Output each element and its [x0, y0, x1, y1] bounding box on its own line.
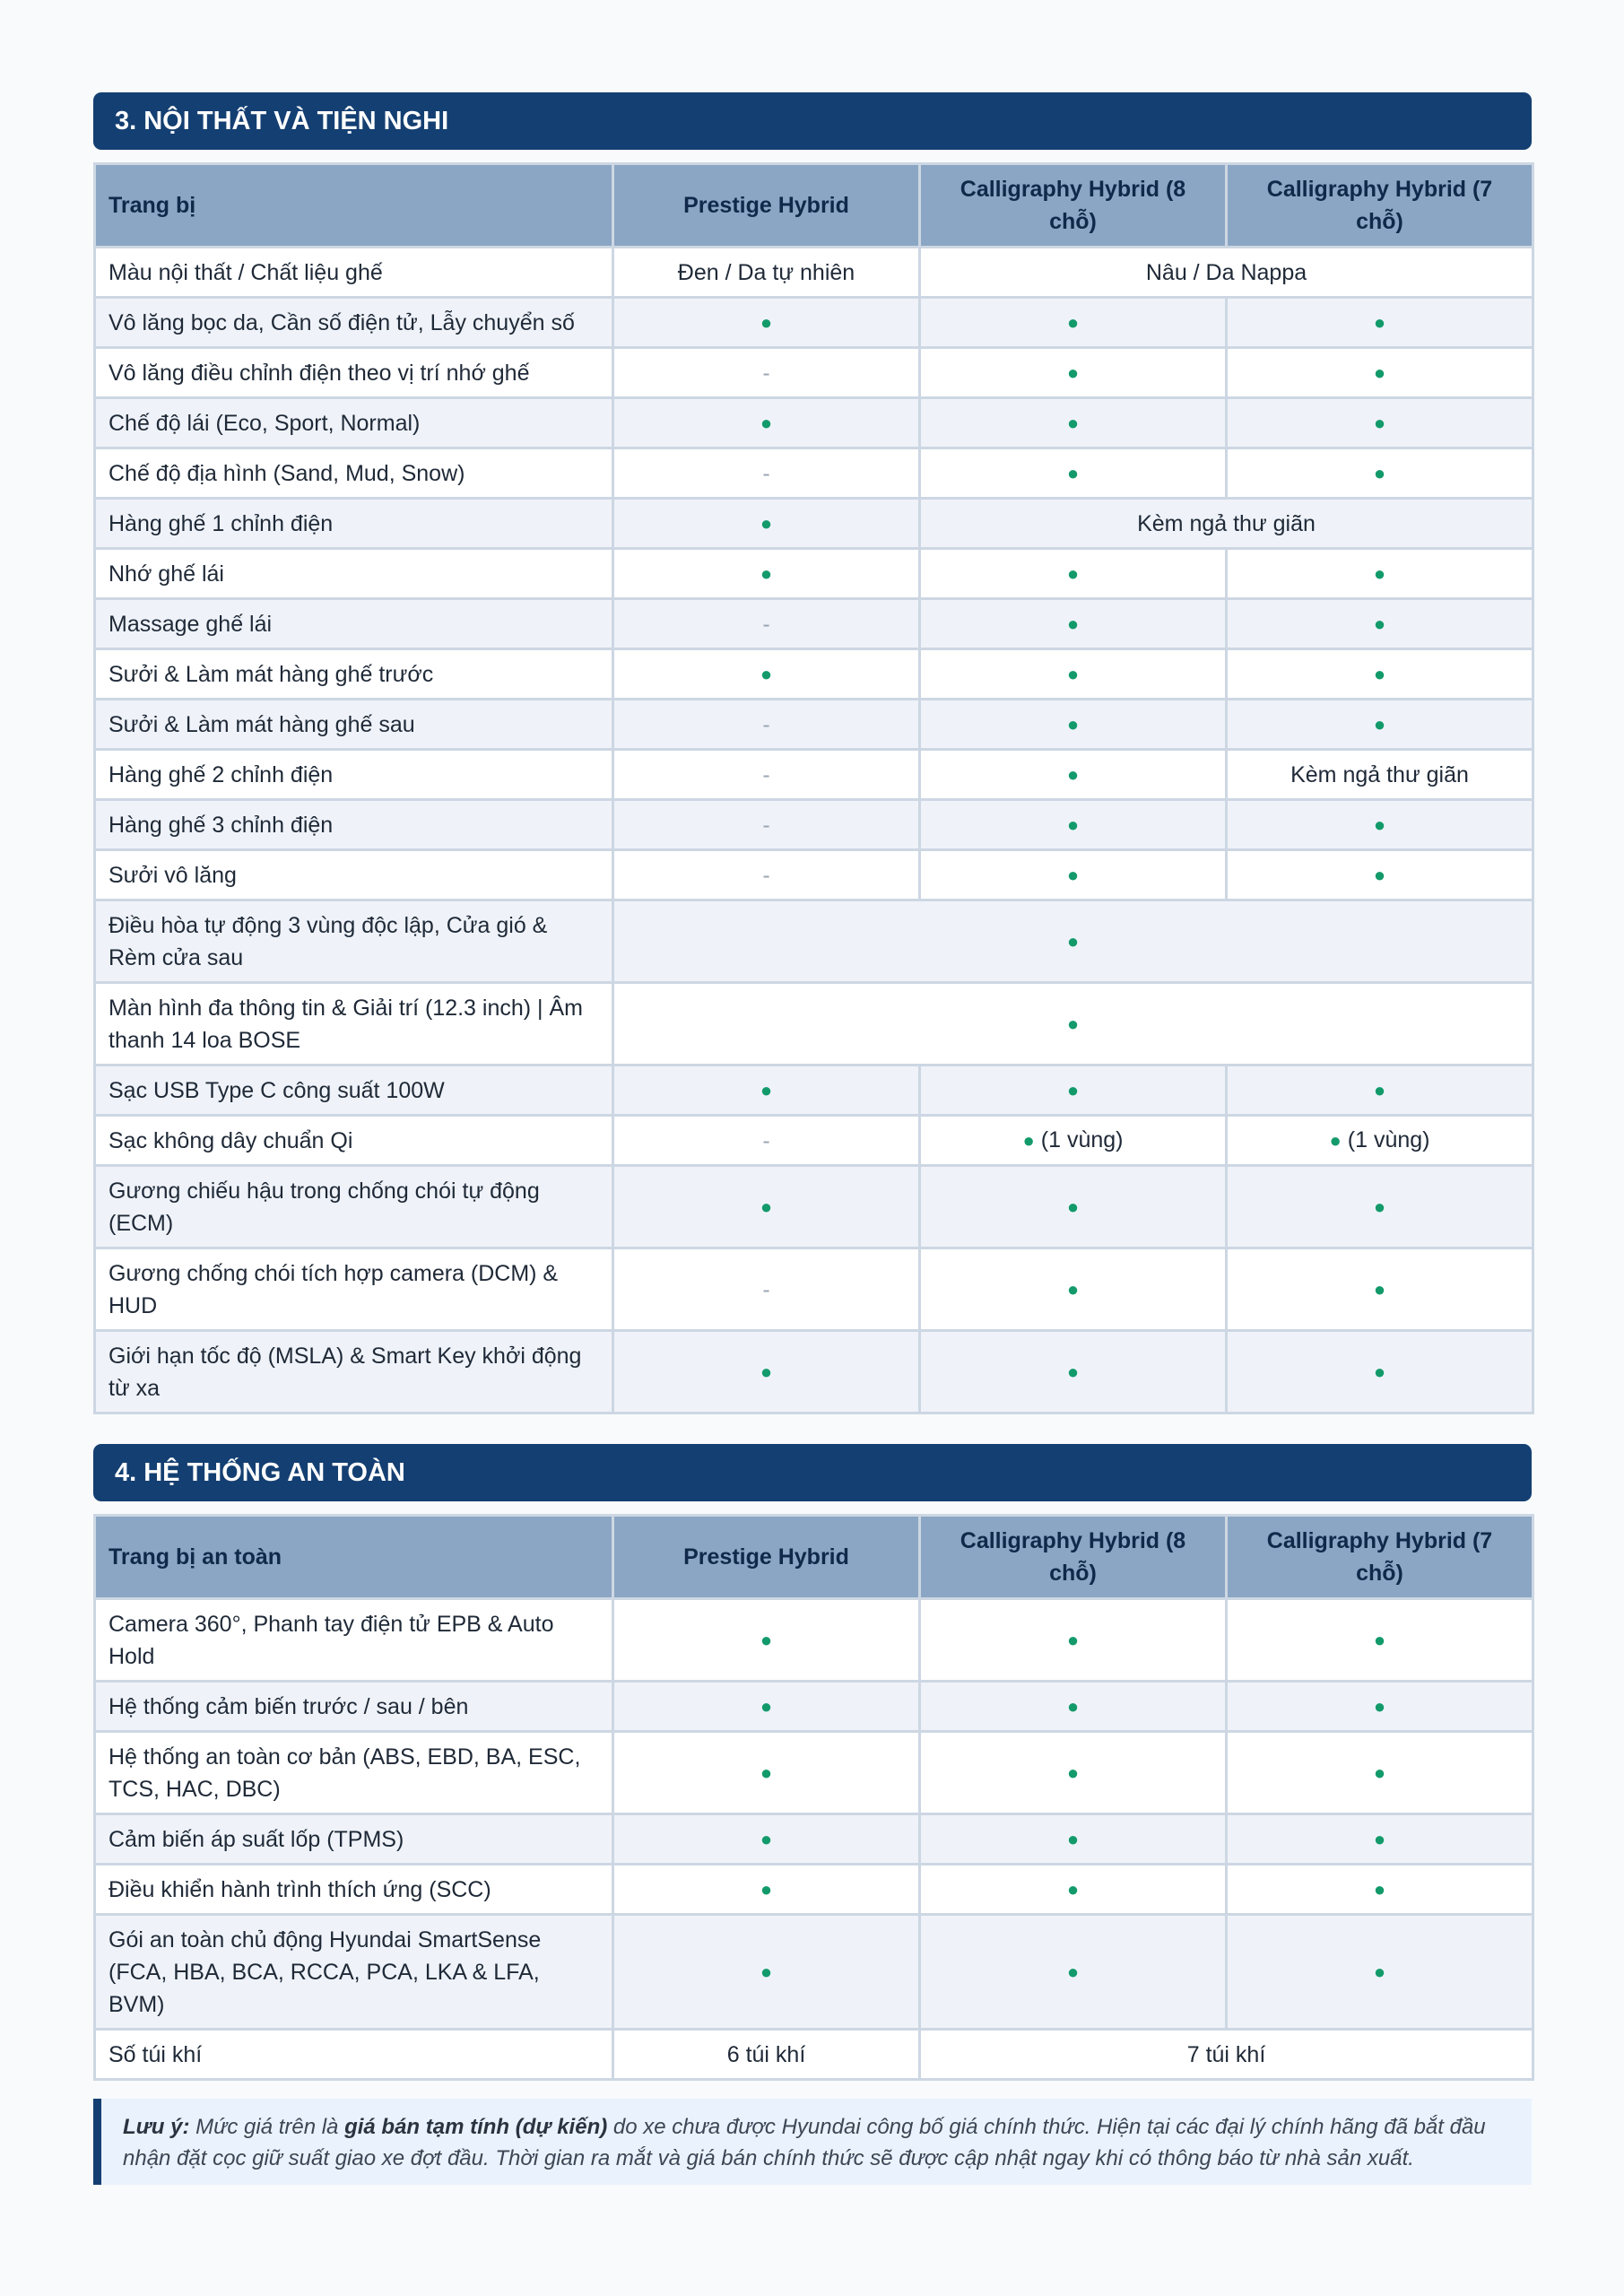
feature-value-cell [920, 1248, 1227, 1331]
check-dot-icon: ● [1066, 1878, 1080, 1900]
feature-value-cell [1227, 348, 1533, 398]
table-row [95, 700, 1533, 750]
check-dot-icon: ● [1373, 1828, 1386, 1850]
check-dot-icon: ● [1066, 864, 1080, 886]
table-row [95, 1915, 1533, 2030]
column-header-feature: Trang bị [95, 164, 613, 248]
feature-value-cell [613, 850, 920, 900]
table-row [95, 983, 1533, 1065]
feature-label: Gói an toàn chủ động Hyundai SmartSense (FCA, HBA, BCA, RCCA, PCA, LKA & LFA, BVM) [95, 1915, 613, 2030]
feature-value-cell [1227, 1248, 1533, 1331]
feature-value-cell [920, 649, 1227, 700]
check-dot-icon: ● [1066, 1761, 1080, 1784]
feature-value-cell [920, 750, 1227, 800]
feature-label: Camera 360°, Phanh tay điện tử EPB & Auto Hold [95, 1599, 613, 1682]
column-header-variant: Prestige Hybrid [613, 1516, 920, 1599]
table-row [95, 649, 1533, 700]
feature-value-cell [1227, 1166, 1533, 1248]
check-dot-icon: ● [760, 1695, 773, 1718]
check-dot-icon: ● [1066, 1079, 1080, 1101]
feature-label: Màn hình đa thông tin & Giải trí (12.3 inch) | Âm thanh 14 loa BOSE [95, 983, 613, 1065]
section-4-title: 4. HỆ THỐNG AN TOÀN [93, 1444, 1532, 1501]
table-row [95, 1331, 1533, 1413]
feature-value-cell [613, 298, 920, 348]
table-header-row [95, 1516, 1533, 1599]
check-dot-icon: ● [1066, 462, 1080, 484]
feature-label: Sưởi & Làm mát hàng ghế trước [95, 649, 613, 700]
check-dot-icon: ● [1066, 613, 1080, 635]
feature-value-cell [1227, 800, 1533, 850]
check-dot-icon: ● [1373, 1961, 1386, 1983]
check-dot-icon: ● [1066, 1361, 1080, 1383]
check-dot-icon: ● [1066, 1695, 1080, 1718]
check-dot-icon: ● [760, 1629, 773, 1651]
table-row [95, 248, 1533, 298]
note-text-after: do xe chưa được Hyundai công bố giá chính thức. Hiện tại các đại lý chính hãng đã bắt đầu nhận đặt cọc giữ suất giao xe đợt đầu. Thời gian ra mắt và giá bán chính thức sẽ được cập nhật ngay khi có thông báo từ nhà sản xuất. [123, 2115, 1486, 2170]
feature-label: Hàng ghế 3 chỉnh điện [95, 800, 613, 850]
check-dot-icon: ● [1373, 813, 1386, 836]
feature-value-cell [920, 2030, 1533, 2080]
check-dot-icon: ● [1066, 1278, 1080, 1300]
check-dot-icon: ● [1066, 1196, 1080, 1218]
feature-value-cell [613, 1599, 920, 1682]
check-dot-icon: ● [1066, 713, 1080, 735]
column-header-variant: Calligraphy Hybrid (7 chỗ) [1227, 1516, 1533, 1599]
table-row [95, 850, 1533, 900]
feature-label: Màu nội thất / Chất liệu ghế [95, 248, 613, 298]
column-header-variant: Prestige Hybrid [613, 164, 920, 248]
table-row [95, 448, 1533, 499]
check-dot-icon: ● [760, 1761, 773, 1784]
feature-value-cell [920, 1915, 1227, 2030]
feature-value-cell [920, 599, 1227, 649]
feature-label: Sưởi vô lăng [95, 850, 613, 900]
feature-value-cell [613, 1248, 920, 1331]
check-dot-icon: ● [1066, 930, 1080, 952]
feature-label: Sưởi & Làm mát hàng ghế sau [95, 700, 613, 750]
feature-value-cell [1227, 1682, 1533, 1732]
check-dot-icon: ● [1373, 1278, 1386, 1300]
feature-value-cell [613, 1814, 920, 1865]
not-available-dash: - [762, 812, 770, 838]
feature-value-cell [613, 700, 920, 750]
check-dot-icon: ● [1329, 1129, 1342, 1152]
check-dot-icon: ● [1066, 1828, 1080, 1850]
check-dot-icon: ● [1066, 1013, 1080, 1035]
feature-label: Sạc USB Type C công suất 100W [95, 1065, 613, 1116]
feature-value-cell [1227, 649, 1533, 700]
feature-value-cell [920, 248, 1533, 298]
check-dot-icon: ● [1373, 1878, 1386, 1900]
feature-value-cell [1227, 1814, 1533, 1865]
interior-spec-table [93, 162, 1534, 1414]
feature-label: Vô lăng bọc da, Cần số điện tử, Lẫy chuyển số [95, 298, 613, 348]
check-dot-icon: ● [1066, 813, 1080, 836]
price-note [93, 2099, 1532, 2185]
column-header-variant: Calligraphy Hybrid (8 chỗ) [920, 164, 1227, 248]
table-row [95, 1865, 1533, 1915]
check-dot-icon: ● [760, 1196, 773, 1218]
feature-value-text: Đen / Da tự nhiên [677, 259, 855, 285]
not-available-dash: - [762, 460, 770, 486]
feature-value-text: (1 vùng) [1040, 1127, 1124, 1152]
feature-label: Chế độ địa hình (Sand, Mud, Snow) [95, 448, 613, 499]
check-dot-icon: ● [760, 562, 773, 585]
feature-value-cell [1227, 1732, 1533, 1814]
feature-value-cell [920, 348, 1227, 398]
check-dot-icon: ● [1066, 361, 1080, 384]
feature-value-cell [613, 900, 1533, 983]
table-row [95, 348, 1533, 398]
check-dot-icon: ● [760, 1828, 773, 1850]
feature-label: Hàng ghế 2 chỉnh điện [95, 750, 613, 800]
check-dot-icon: ● [1373, 1761, 1386, 1784]
check-dot-icon: ● [1373, 462, 1386, 484]
table-row [95, 1814, 1533, 1865]
check-dot-icon: ● [1066, 1629, 1080, 1651]
feature-value-cell [613, 649, 920, 700]
note-lead: Lưu ý: [123, 2115, 190, 2139]
feature-label: Điều hòa tự động 3 vùng độc lập, Cửa gió & Rèm cửa sau [95, 900, 613, 983]
check-dot-icon: ● [1373, 311, 1386, 334]
table-row [95, 1116, 1533, 1166]
feature-value-cell [613, 549, 920, 599]
feature-label: Số túi khí [95, 2030, 613, 2080]
table-row [95, 900, 1533, 983]
table-row [95, 1065, 1533, 1116]
feature-label: Giới hạn tốc độ (MSLA) & Smart Key khởi động từ xa [95, 1331, 613, 1413]
feature-value-cell [1227, 398, 1533, 448]
feature-label: Vô lăng điều chỉnh điện theo vị trí nhớ ghế [95, 348, 613, 398]
check-dot-icon: ● [1373, 361, 1386, 384]
table-row [95, 298, 1533, 348]
check-dot-icon: ● [760, 311, 773, 334]
table-row [95, 398, 1533, 448]
check-dot-icon: ● [1373, 412, 1386, 434]
feature-value-text: Kèm ngả thư giãn [1137, 510, 1316, 536]
feature-value-text: 6 túi khí [726, 2041, 806, 2067]
check-dot-icon: ● [1373, 613, 1386, 635]
feature-label: Chế độ lái (Eco, Sport, Normal) [95, 398, 613, 448]
check-dot-icon: ● [1373, 713, 1386, 735]
check-dot-icon: ● [760, 1961, 773, 1983]
feature-value-cell [1227, 1331, 1533, 1413]
feature-value-cell [920, 1331, 1227, 1413]
table-row [95, 1248, 1533, 1331]
feature-value-cell [920, 499, 1533, 549]
feature-value-cell [1227, 1116, 1533, 1166]
check-dot-icon: ● [1373, 1196, 1386, 1218]
column-header-variant: Calligraphy Hybrid (8 chỗ) [920, 1516, 1227, 1599]
check-dot-icon: ● [1373, 1079, 1386, 1101]
feature-value-cell [1227, 750, 1533, 800]
check-dot-icon: ● [1373, 1695, 1386, 1718]
feature-value-cell [1227, 599, 1533, 649]
feature-label: Sạc không dây chuẩn Qi [95, 1116, 613, 1166]
check-dot-icon: ● [1022, 1129, 1035, 1152]
feature-value-cell [920, 1814, 1227, 1865]
check-dot-icon: ● [1066, 763, 1080, 786]
column-header-variant: Calligraphy Hybrid (7 chỗ) [1227, 164, 1533, 248]
feature-value-cell [920, 1116, 1227, 1166]
feature-value-cell [613, 750, 920, 800]
feature-value-cell [1227, 1599, 1533, 1682]
feature-value-cell [613, 1065, 920, 1116]
table-row [95, 1599, 1533, 1682]
feature-value-cell [613, 1331, 920, 1413]
table-header-row [95, 164, 1533, 248]
feature-label: Gương chống chói tích hợp camera (DCM) & HUD [95, 1248, 613, 1331]
feature-value-cell [920, 850, 1227, 900]
feature-value-cell [613, 1166, 920, 1248]
table-row [95, 599, 1533, 649]
check-dot-icon: ● [760, 1361, 773, 1383]
feature-value-cell [613, 800, 920, 850]
check-dot-icon: ● [1066, 412, 1080, 434]
feature-value-cell [920, 298, 1227, 348]
feature-value-cell [920, 448, 1227, 499]
check-dot-icon: ● [1066, 562, 1080, 585]
safety-spec-table [93, 1514, 1534, 2081]
not-available-dash: - [762, 360, 770, 386]
feature-value-cell [920, 1065, 1227, 1116]
table-row [95, 750, 1533, 800]
feature-value-cell [613, 599, 920, 649]
not-available-dash: - [762, 761, 770, 787]
not-available-dash: - [762, 711, 770, 737]
feature-value-cell [613, 398, 920, 448]
feature-value-cell [920, 1732, 1227, 1814]
feature-value-cell [1227, 549, 1533, 599]
feature-value-text: (1 vùng) [1347, 1127, 1430, 1152]
check-dot-icon: ● [1373, 864, 1386, 886]
feature-value-cell [1227, 1865, 1533, 1915]
feature-value-cell [920, 1166, 1227, 1248]
check-dot-icon: ● [1373, 1361, 1386, 1383]
feature-value-cell [613, 2030, 920, 2080]
feature-label: Điều khiển hành trình thích ứng (SCC) [95, 1865, 613, 1915]
check-dot-icon: ● [760, 1878, 773, 1900]
check-dot-icon: ● [1373, 1629, 1386, 1651]
table-row [95, 1682, 1533, 1732]
not-available-dash: - [762, 1127, 770, 1153]
table-row [95, 2030, 1533, 2080]
column-header-feature: Trang bị an toàn [95, 1516, 613, 1599]
feature-value-cell [920, 1599, 1227, 1682]
note-text-before: Mức giá trên là [189, 2115, 345, 2139]
section-3-title: 3. NỘI THẤT VÀ TIỆN NGHI [93, 92, 1532, 150]
feature-label: Hàng ghế 1 chỉnh điện [95, 499, 613, 549]
feature-value-cell [613, 499, 920, 549]
feature-value-cell [1227, 1065, 1533, 1116]
feature-value-cell [613, 983, 1533, 1065]
feature-value-cell [920, 398, 1227, 448]
check-dot-icon: ● [760, 1079, 773, 1101]
not-available-dash: - [762, 611, 770, 637]
feature-value-cell [613, 448, 920, 499]
check-dot-icon: ● [760, 412, 773, 434]
table-row [95, 1166, 1533, 1248]
check-dot-icon: ● [760, 512, 773, 535]
feature-label: Nhớ ghế lái [95, 549, 613, 599]
table-row [95, 800, 1533, 850]
feature-value-cell [920, 1865, 1227, 1915]
not-available-dash: - [762, 862, 770, 888]
feature-label: Massage ghế lái [95, 599, 613, 649]
feature-value-cell [920, 1682, 1227, 1732]
feature-value-text: Kèm ngả thư giãn [1290, 761, 1469, 787]
feature-value-text: Nâu / Da Nappa [1145, 259, 1307, 285]
feature-value-cell [613, 1732, 920, 1814]
not-available-dash: - [762, 1276, 770, 1302]
feature-value-cell [1227, 298, 1533, 348]
feature-label: Cảm biến áp suất lốp (TPMS) [95, 1814, 613, 1865]
feature-value-cell [613, 248, 920, 298]
feature-value-cell [613, 1865, 920, 1915]
feature-value-cell [920, 549, 1227, 599]
feature-label: Hệ thống an toàn cơ bản (ABS, EBD, BA, ESC, TCS, HAC, DBC) [95, 1732, 613, 1814]
feature-value-cell [1227, 1915, 1533, 2030]
feature-value-cell [1227, 700, 1533, 750]
table-row [95, 1732, 1533, 1814]
feature-value-cell [613, 1116, 920, 1166]
feature-value-cell [613, 348, 920, 398]
check-dot-icon: ● [760, 663, 773, 685]
feature-value-cell [613, 1915, 920, 2030]
check-dot-icon: ● [1373, 663, 1386, 685]
table-row [95, 549, 1533, 599]
feature-value-cell [1227, 448, 1533, 499]
feature-value-text: 7 túi khí [1186, 2041, 1266, 2067]
feature-value-cell [613, 1682, 920, 1732]
check-dot-icon: ● [1066, 311, 1080, 334]
feature-value-cell [1227, 850, 1533, 900]
check-dot-icon: ● [1066, 1961, 1080, 1983]
feature-label: Hệ thống cảm biến trước / sau / bên [95, 1682, 613, 1732]
table-row [95, 499, 1533, 549]
feature-label: Gương chiếu hậu trong chống chói tự động (ECM) [95, 1166, 613, 1248]
note-emphasis: giá bán tạm tính (dự kiến) [344, 2115, 608, 2139]
feature-value-cell [920, 700, 1227, 750]
check-dot-icon: ● [1373, 562, 1386, 585]
check-dot-icon: ● [1066, 663, 1080, 685]
feature-value-cell [920, 800, 1227, 850]
